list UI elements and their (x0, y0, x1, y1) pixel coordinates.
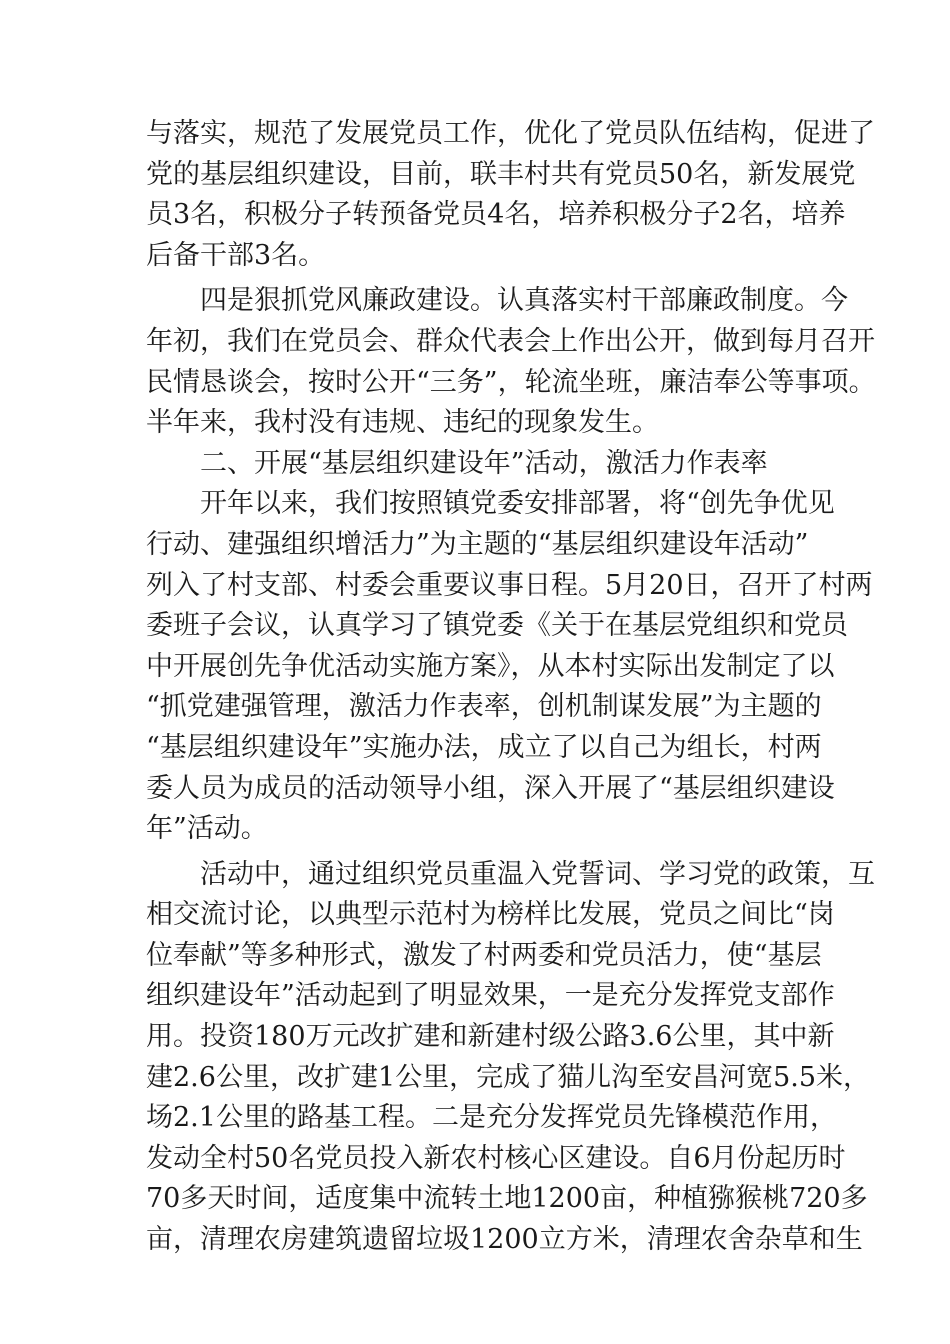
text-line: 发动全村50名党员投入新农村核心区建设。自6月份起历时 (146, 1142, 846, 1174)
text-line: 年初，我们在党员会、群众代表会上作出公开，做到每月召开 (146, 325, 875, 357)
text-line: 场2.1公里的路基工程。二是充分发挥党员先锋模范作用， (146, 1102, 837, 1134)
text-line: 委人员为成员的活动领导小组，深入开展了“基层组织建设 (146, 772, 835, 804)
text-line: 列入了村支部、村委会重要议事日程。5月20日，召开了村两 (146, 569, 873, 601)
text-line: 委班子会议，认真学习了镇党委《关于在基层党组织和党员 (146, 610, 848, 642)
text-line: 民情恳谈会，按时公开“三务”，轮流坐班，廉洁奉公等事项。 (146, 366, 876, 398)
text-line: 员3名，积极分子转预备党员4名，培养积极分子2名，培养 (146, 199, 846, 231)
text-line: 组织建设年”活动起到了明显效果，一是充分发挥党支部作 (146, 980, 835, 1012)
text-line: 用。投资180万元改扩建和新建村级公路3.6公里，其中新 (146, 1021, 835, 1053)
text-line: 四是狠抓党风廉政建设。认真落实村干部廉政制度。今 (146, 285, 848, 317)
text-line: “基层组织建设年”实施办法，成立了以自己为组长，村两 (146, 731, 822, 763)
text-line: 亩，清理农房建筑遗留垃圾1200立方米，清理农舍杂草和生 (146, 1224, 863, 1256)
text-line: 建2.6公里，改扩建1公里，完成了猫儿沟至安昌河宽5.5米， (146, 1061, 871, 1093)
text-line: 半年来，我村没有违规、违纪的现象发生。 (146, 407, 659, 439)
text-line: 后备干部3名。 (146, 239, 326, 271)
section-heading: 二、开展“基层组织建设年”活动，激活力作表率 (146, 447, 768, 479)
text-line: 中开展创先争优活动实施方案》，从本村实际出发制定了以 (146, 650, 835, 682)
text-line: 与落实，规范了发展党员工作，优化了党员队伍结构，促进了 (146, 118, 875, 149)
text-line: 位奉献”等多种形式，激发了村两委和党员活力，使“基层 (146, 939, 822, 971)
text-line: 年”活动。 (146, 813, 268, 845)
text-line: 党的基层组织建设，目前，联丰村共有党员50名，新发展党 (146, 158, 856, 190)
text-line: 行动、建强组织增活力”为主题的“基层组织建设年活动” (146, 528, 809, 560)
text-line: 开年以来，我们按照镇党委安排部署，将“创先争优见 (146, 488, 835, 520)
text-line: 相交流讨论，以典型示范村为榜样比发展，党员之间比“岗 (146, 899, 835, 931)
text-line: “抓党建强管理，激活力作表率，创机制谋发展”为主题的 (146, 691, 822, 723)
text-line: 活动中，通过组织党员重温入党誓词、学习党的政策，互 (146, 858, 875, 890)
body-text (146, 114, 876, 1261)
text-line: 70多天时间，适度集中流转土地1200亩，种植猕猴桃720多 (146, 1183, 868, 1215)
